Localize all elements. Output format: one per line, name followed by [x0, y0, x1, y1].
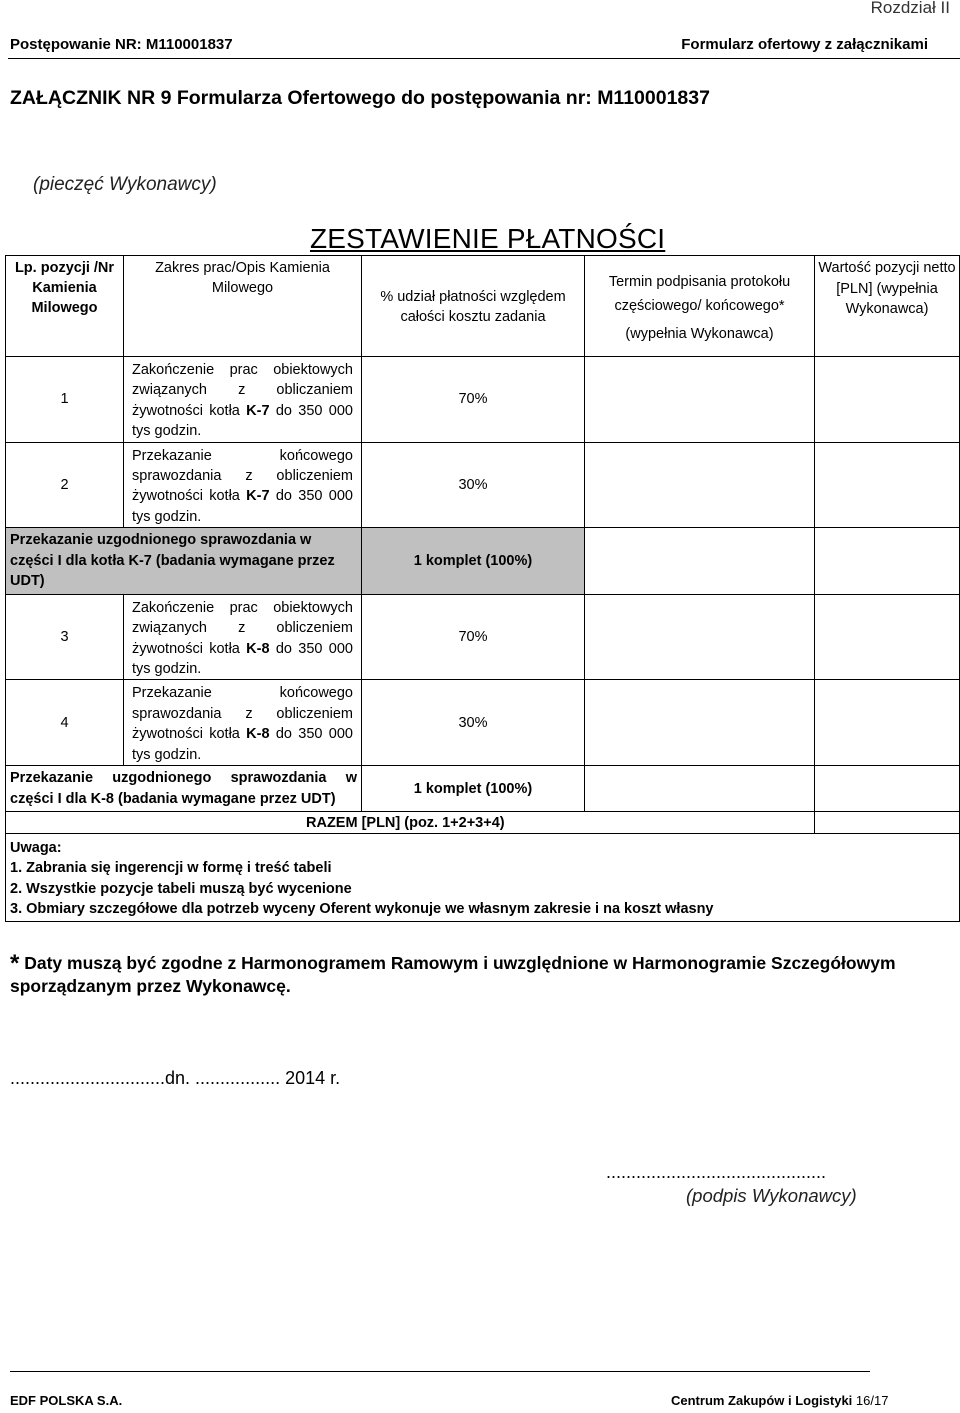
- footnote-asterisk: *: [10, 950, 20, 977]
- total-row: [6, 812, 960, 834]
- header-term-line3: (wypełnia Wykonawca): [625, 326, 774, 342]
- total-value-cell[interactable]: [815, 812, 960, 834]
- row-lp: 3: [6, 594, 124, 680]
- row-boiler: K-8: [246, 726, 270, 743]
- table-header-row: [6, 256, 960, 357]
- signature-label: (podpis Wykonawcy): [686, 1185, 857, 1206]
- summary-row: [6, 766, 960, 812]
- row-scope: [124, 680, 362, 766]
- row-boiler: K-8: [246, 640, 270, 657]
- dates-footnote: [10, 952, 960, 998]
- row-boiler: K-7: [246, 402, 270, 419]
- summary-scope: Przekazanie uzgodnionego sprawozdania w części I dla K-8 (badania wymagane przez UDT): [6, 766, 362, 812]
- row-share: 30%: [362, 442, 585, 528]
- date-line: ...............................dn. ................. 2014 r.: [10, 1068, 341, 1088]
- row-scope: [124, 594, 362, 680]
- page-number: 16/17: [855, 1393, 889, 1408]
- document-title: ZAŁĄCZNIK NR 9 Formularza Ofertowego do postępowania nr: M110001837: [10, 87, 710, 109]
- header-term-line2: częściowego/ końcowego*: [614, 298, 785, 314]
- footer-department-name: Centrum Zakupów i Logistyki: [671, 1393, 853, 1408]
- notes-row: [6, 834, 960, 922]
- header-term: [585, 256, 815, 357]
- row-scope-tail: do 350 000 tys godzin.: [132, 402, 353, 440]
- row-scope-tail: do 350 000 tys godzin.: [132, 726, 353, 763]
- header-lp: Lp. pozycji /Nr Kamienia Milowego: [6, 256, 124, 357]
- summary-term-cell[interactable]: [585, 528, 815, 595]
- row-value-cell[interactable]: [815, 442, 960, 528]
- note-item: 2. Wszystkie pozycje tabeli muszą być wycenione: [10, 880, 352, 897]
- row-lp: 4: [6, 680, 124, 766]
- row-share: 70%: [362, 357, 585, 443]
- row-term-cell[interactable]: [585, 594, 815, 680]
- row-scope: [124, 442, 362, 528]
- row-lp: 2: [6, 442, 124, 528]
- row-term-cell[interactable]: [585, 357, 815, 443]
- row-term-cell[interactable]: [585, 680, 815, 766]
- row-value-cell[interactable]: [815, 680, 960, 766]
- table-title: ZESTAWIENIE PŁATNOŚCI: [310, 223, 666, 254]
- row-scope-tail: do 350 000 tys godzin.: [132, 640, 353, 677]
- row-scope-tail: do 350 000 tys godzin.: [132, 488, 353, 525]
- summary-share: 1 komplet (100%): [362, 528, 585, 595]
- footer-company: EDF POLSKA S.A.: [10, 1393, 123, 1408]
- summary-scope: Przekazanie uzgodnionego sprawozdania w części I dla kotła K-7 (badania wymagane przez UDT): [6, 528, 362, 595]
- procedure-number: Postępowanie NR: M110001837: [10, 36, 233, 53]
- total-label: RAZEM [PLN] (poz. 1+2+3+4): [6, 812, 815, 834]
- row-value-cell[interactable]: [815, 594, 960, 680]
- summary-term-cell[interactable]: [585, 766, 815, 812]
- contractor-stamp-label: (pieczęć Wykonawcy): [33, 174, 217, 195]
- row-scope-text: Przekazanie końcowego sprawozdania z obliczeniem żywotności kotła: [132, 447, 353, 505]
- row-lp: 1: [6, 357, 124, 443]
- summary-value-cell[interactable]: [815, 528, 960, 595]
- note-item: 1. Zabrania się ingerencji w formę i treść tabeli: [10, 860, 332, 877]
- row-value-cell[interactable]: [815, 357, 960, 443]
- payment-table: [5, 255, 960, 922]
- table-row: [6, 357, 960, 443]
- row-boiler: K-7: [246, 488, 270, 505]
- table-row: [6, 594, 960, 680]
- notes-cell: [6, 834, 960, 922]
- notes-title: Uwaga:: [10, 840, 62, 856]
- row-term-cell[interactable]: [585, 442, 815, 528]
- summary-row: [6, 528, 960, 595]
- summary-share: 1 komplet (100%): [362, 766, 585, 812]
- row-share: 70%: [362, 594, 585, 680]
- header-share: % udział płatności względem całości kosztu zadania: [362, 256, 585, 357]
- row-scope-text: Zakończenie prac obiektowych związanych z obliczeniem żywotności kotła: [132, 599, 353, 657]
- signature-line: ............................................: [606, 1162, 827, 1182]
- chapter-label: Rozdział II: [870, 0, 950, 17]
- row-scope-text: Przekazanie końcowego sprawozdania z obliczeniem żywotności kotła: [132, 685, 353, 743]
- footer-department: [671, 1393, 888, 1408]
- footer-divider: [10, 1371, 870, 1372]
- summary-value-cell[interactable]: [815, 766, 960, 812]
- footnote-text: Daty muszą być zgodne z Harmonogramem Ramowym i uwzględnione w Harmonogramie Szczegółowym sporządzanym przez Wykonawcę.: [10, 953, 896, 996]
- table-row: [6, 680, 960, 766]
- row-scope-text: Zakończenie prac obiektowych związanych z obliczaniem żywotności kotła: [132, 362, 353, 419]
- header-divider: [8, 58, 960, 59]
- header-value: Wartość pozycji netto [PLN] (wypełnia Wykonawca): [815, 256, 960, 357]
- row-share: 30%: [362, 680, 585, 766]
- header-term-line1: Termin podpisania protokołu: [608, 274, 791, 290]
- form-name: Formularz ofertowy z załącznikami: [681, 36, 928, 53]
- table-row: [6, 442, 960, 528]
- header-scope: Zakres prac/Opis Kamienia Milowego: [124, 256, 362, 357]
- row-scope: [124, 357, 362, 443]
- note-item: 3. Obmiary szczegółowe dla potrzeb wyceny Oferent wykonuje we własnym zakresie i na koszt własny: [10, 900, 714, 917]
